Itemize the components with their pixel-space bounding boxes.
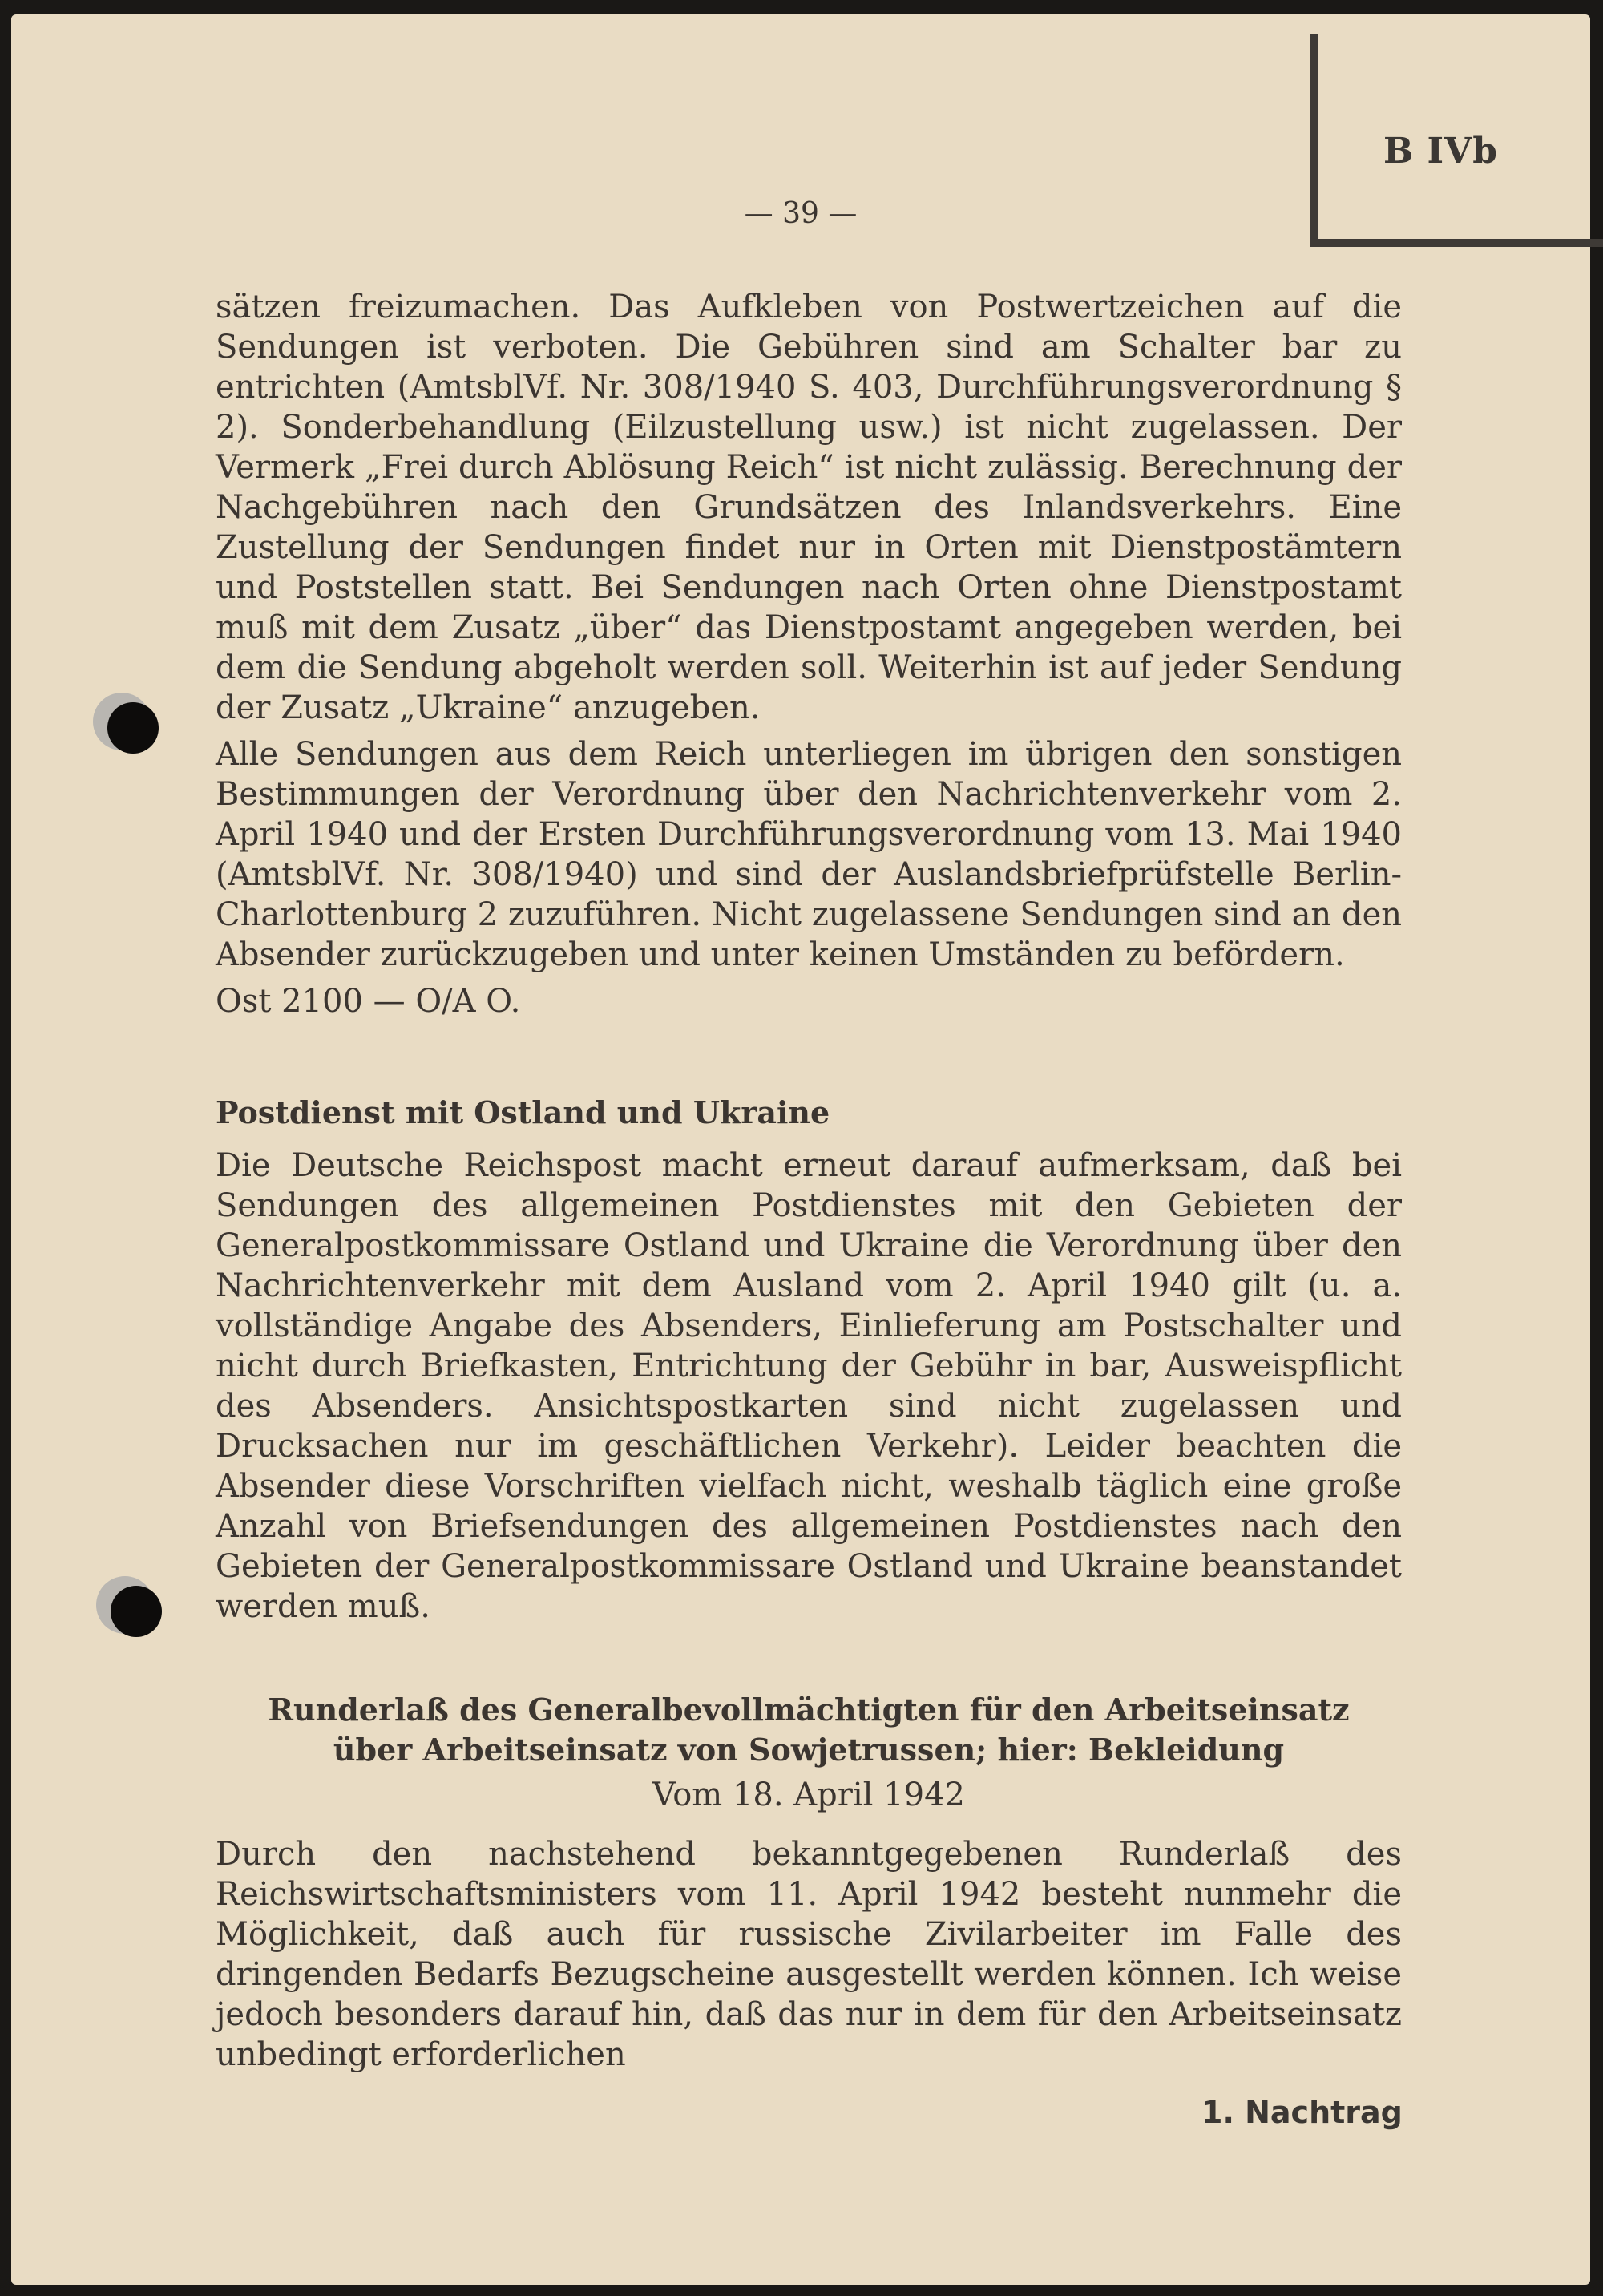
section-tab-label: B IVb bbox=[1383, 131, 1498, 172]
page-number: — 39 — bbox=[744, 197, 858, 230]
section-title-line-1: Runderlaß des Generalbevollmächtigten für den Arbeitseinsatz bbox=[268, 1692, 1350, 1728]
supplement-label: 1. Nachtrag bbox=[1201, 2095, 1403, 2130]
punch-hole-icon bbox=[111, 1586, 162, 1637]
paragraph: Durch den nachstehend bekanntgegebenen Runderlaß des Reichswirtschaftsministers vom 11. April 1942 besteht nunmehr die Möglichkeit, daß auch für russische Zivilarbeiter im Falle des dringenden Bedarfs Bezugscheine ausgestellt werden können. Ich weise jedoch besonders darauf hin, daß das nur in dem für den Arbeitseinsatz unbedingt erforderlichen bbox=[216, 1836, 1402, 2073]
document-page bbox=[11, 14, 1590, 2285]
section-heading: Postdienst mit Ostland und Ukraine bbox=[216, 1094, 830, 1130]
reference-line: Ost 2100 — O/A O. bbox=[216, 983, 521, 1020]
section-2 bbox=[216, 1093, 1402, 1627]
section-date: Vom 18. April 1942 bbox=[652, 1777, 965, 1813]
punch-hole-icon bbox=[107, 702, 159, 754]
section-title-line-2: über Arbeitseinsatz von Sowjetrussen; hier: Bekleidung bbox=[333, 1732, 1285, 1768]
section-1-body bbox=[216, 287, 1402, 1021]
paragraph: sätzen freizumachen. Das Aufkleben von Postwertzeichen auf die Sendungen ist verboten. Die Gebühren sind am Schalter bar zu entrichten (AmtsblVf. Nr. 308/1940 S. 403, Durchführungsverordnung § 2). Sonderbehandlung (Eilzustellung usw.) ist nicht zugelassen. Der Vermerk „Frei durch Ablösung Reich“ ist nicht zulässig. Berechnung der Nachgebühren nach den Grundsätzen des Inlandsverkehrs. Eine Zustellung der Sendungen findet nur in Orten mit Dienstpostämtern und Poststellen statt. Bei Sendungen nach Orten ohne Dienstpostamt muß mit dem Zusatz „über“ das Dienstpostamt angegeben werden, bei dem die Sendung abgeholt werden soll. Weiterhin ist auf jeder Sendung der Zusatz „Ukraine“ anzugeben. bbox=[216, 289, 1402, 726]
paragraph: Die Deutsche Reichspost macht erneut darauf aufmerksam, daß bei Sendungen des allgemeinen Postdienstes mit den Gebieten der Generalpostkommissare Ostland und Ukraine die Verordnung über den Nachrichtenverkehr mit dem Ausland vom 2. April 1940 gilt (u. a. vollständige Angabe des Absenders, Einlieferung am Postschalter und nicht durch Briefkasten, Entrichtung der Gebühr in bar, Ausweispflicht des Absenders. Ansichtspostkarten sind nicht zugelassen und Drucksachen nur im geschäftlichen Verkehr). Leider beachten die Absender diese Vorschriften vielfach nicht, weshalb täglich eine große Anzahl von Briefsendungen des allgemeinen Postdienstes nach den Gebieten der Generalpostkommissare Ostland und Ukraine beanstandet werden muß. bbox=[216, 1147, 1402, 1625]
section-3 bbox=[216, 1690, 1402, 2075]
paragraph: Alle Sendungen aus dem Reich unterliegen im übrigen den sonstigen Bestimmungen der Verordnung über den Nachrichtenverkehr vom 2. April 1940 und der Ersten Durchführungsverordnung vom 13. Mai 1940 (AmtsblVf. Nr. 308/1940) und sind der Auslandsbriefprüfstelle Berlin-Charlottenburg 2 zuzuführen. Nicht zugelassene Sendungen sind an den Absender zurückzugeben und unter keinen Umständen zu befördern. bbox=[216, 736, 1402, 973]
